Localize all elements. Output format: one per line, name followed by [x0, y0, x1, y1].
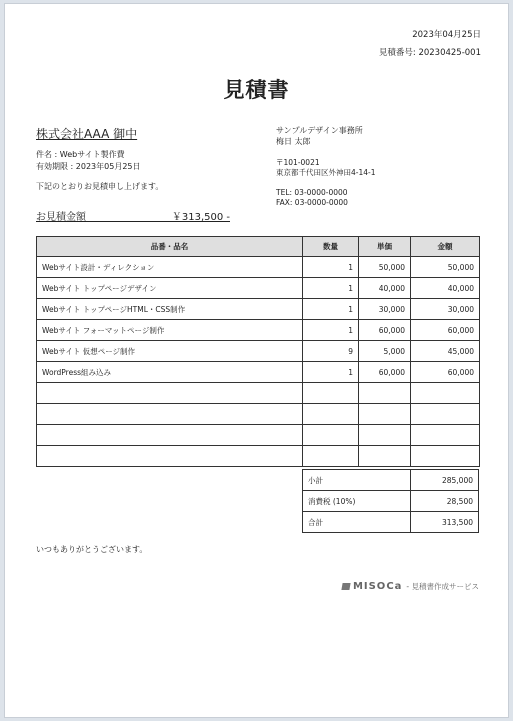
header-item: 品番・品名: [37, 237, 303, 257]
estimate-total-label: お見積金額: [36, 212, 86, 223]
item-name: [37, 404, 303, 425]
item-amount: 60,000: [411, 320, 480, 341]
table-header-row: [37, 237, 480, 257]
item-qty: [303, 446, 359, 467]
item-name: Webサイト トップページデザイン: [37, 278, 303, 299]
subtotal-label: 小計: [303, 470, 411, 491]
table-row: [37, 257, 480, 278]
item-amount: 50,000: [411, 257, 480, 278]
subtotal-value: 285,000: [411, 470, 479, 491]
issuer-fax: FAX: 03-0000-0000: [276, 198, 348, 207]
item-amount: 45,000: [411, 341, 480, 362]
client-name: 株式会社AAA 御中: [36, 127, 138, 141]
item-amount: [411, 383, 480, 404]
table-row: [37, 299, 480, 320]
issuer-tel: TEL: 03-0000-0000: [276, 188, 348, 197]
item-qty: 1: [303, 257, 359, 278]
issuer-person: 梅日 太郎: [276, 137, 311, 146]
tax-label: 消費税 (10%): [303, 491, 411, 512]
item-name: Webサイト フォーマットページ制作: [37, 320, 303, 341]
grand-total-value: 313,500: [411, 512, 479, 533]
subtotal-row: [303, 470, 479, 491]
estimate-total: [36, 206, 230, 222]
item-unit-price: 60,000: [359, 320, 411, 341]
tax-value: 28,500: [411, 491, 479, 512]
subject-line: 件名 : Webサイト製作費: [36, 150, 125, 159]
item-qty: 1: [303, 299, 359, 320]
table-row: [37, 362, 480, 383]
document-title: 見積書: [223, 78, 290, 102]
brand-footer: [342, 581, 479, 592]
grand-total-row: [303, 512, 479, 533]
table-row-empty: [37, 404, 480, 425]
issuer-address: [276, 158, 376, 178]
issue-date: 2023年04月25日: [412, 30, 481, 40]
item-name: Webサイト 仮想ページ制作: [37, 341, 303, 362]
item-unit-price: 40,000: [359, 278, 411, 299]
item-name: [37, 446, 303, 467]
table-row: [37, 278, 480, 299]
item-qty: 1: [303, 362, 359, 383]
tax-row: [303, 491, 479, 512]
table-row-empty: [37, 446, 480, 467]
thanks-message: いつもありがとうございます。: [36, 545, 148, 554]
item-name: Webサイト設計・ディレクション: [37, 257, 303, 278]
items-table: [36, 236, 480, 467]
expiry-line: 有効期限 : 2023年05月25日: [36, 162, 141, 171]
header-amount: 金額: [411, 237, 480, 257]
item-unit-price: 50,000: [359, 257, 411, 278]
item-name: WordPress組み込み: [37, 362, 303, 383]
item-qty: 1: [303, 320, 359, 341]
item-amount: 30,000: [411, 299, 480, 320]
item-amount: 40,000: [411, 278, 480, 299]
issuer-zip: 〒101-0021: [276, 158, 320, 167]
issuer-street: 東京都千代田区外神田4-14-1: [276, 168, 376, 177]
estimate-total-value: ￥313,500 -: [171, 212, 230, 223]
issuer-company: サンプルデザイン事務所: [276, 126, 363, 135]
table-row: [37, 320, 480, 341]
item-unit-price: [359, 425, 411, 446]
misoca-logo-icon: [341, 583, 350, 590]
table-row: [37, 341, 480, 362]
item-name: [37, 383, 303, 404]
item-unit-price: [359, 404, 411, 425]
item-unit-price: [359, 383, 411, 404]
item-amount: 60,000: [411, 362, 480, 383]
item-qty: 1: [303, 278, 359, 299]
estimate-number: 見積番号: 20230425-001: [378, 48, 481, 58]
item-unit-price: 5,000: [359, 341, 411, 362]
table-row-empty: [37, 425, 480, 446]
brand-name: MISOCa: [352, 581, 403, 592]
grand-total-label: 合計: [303, 512, 411, 533]
item-qty: [303, 383, 359, 404]
item-unit-price: 30,000: [359, 299, 411, 320]
item-amount: [411, 425, 480, 446]
item-qty: 9: [303, 341, 359, 362]
item-qty: [303, 425, 359, 446]
item-name: Webサイト トップページHTML・CSS制作: [37, 299, 303, 320]
intro-text: 下記のとおりお見積申し上げます。: [36, 182, 164, 191]
item-name: [37, 425, 303, 446]
header-qty: 数量: [303, 237, 359, 257]
item-amount: [411, 404, 480, 425]
issuer-block: [276, 125, 363, 147]
summary-table: [302, 469, 479, 533]
item-unit-price: [359, 446, 411, 467]
header-unit-price: 単価: [359, 237, 411, 257]
item-qty: [303, 404, 359, 425]
estimate-page: [4, 3, 509, 718]
issuer-contact: [276, 188, 348, 208]
item-unit-price: 60,000: [359, 362, 411, 383]
item-amount: [411, 446, 480, 467]
brand-tagline: - 見積書作成サービス: [406, 582, 479, 591]
table-row-empty: [37, 383, 480, 404]
